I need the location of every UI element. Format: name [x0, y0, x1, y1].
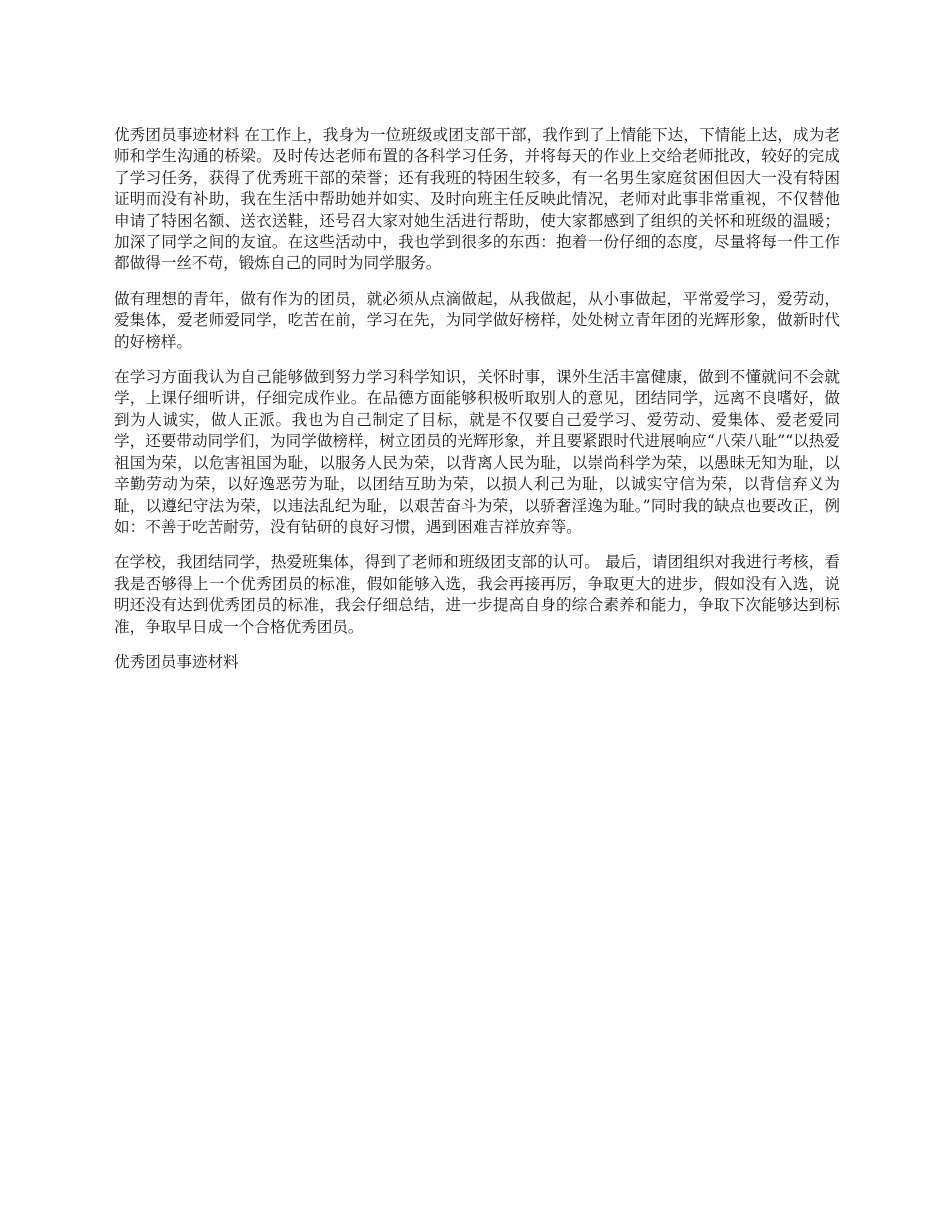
paragraph-1: 优秀团员事迹材料 在工作上，我身为一位班级或团支部干部，我作到了上情能下达，下情能上达，成为老师和学生沟通的桥梁。及时传达老师布置的各科学习任务，并将每天的作业上交给老师批改，较好的完成了学习任务，获得了优秀班干部的荣誉；还有我班的特困生较多，有一名男生家庭贫困但因大一没有特困证明而没有补助，我在生活中帮助她并如实、及时向班主任反映此情况，老师对此事非常重视，不仅替他申请了特困名额、送衣送鞋，还号召大家对她生活进行帮助，使大家都感到了组织的关怀和班级的温暖；加深了同学之间的友谊。在这些活动中，我也学到很多的东西：抱着一份仔细的态度，尽量将每一件工作都做得一丝不苟，锻炼自己的同时为同学服务。 — [114, 126, 840, 273]
document-body — [114, 125, 840, 687]
paragraph-5: 优秀团员事迹材料 — [114, 652, 239, 671]
paragraph-2: 做有理想的青年，做有作为的团员，就必须从点滴做起，从我做起，从小事做起，平常爱学习，爱劳动，爱集体，爱老师爱同学，吃苦在前，学习在先，为同学做好榜样，处处树立青年团的光辉形象，做新时代的好榜样。 — [114, 289, 840, 351]
paragraph-4: 在学校，我团结同学，热爱班集体，得到了老师和班级团支部的认可。 最后，请团组织对我进行考核，看我是否够得上一个优秀团员的标准，假如能够入选，我会再接再厉，争取更大的进步，假如没有入选，说明还没有达到优秀团员的标准，我会仔细总结，进一步提高自身的综合素养和能力，争取下次能够达到标准，争取早日成一个合格优秀团员。 — [114, 553, 840, 636]
paragraph-3: 在学习方面我认为自己能够做到努力学习科学知识，关怀时事，课外生活丰富健康，做到不懂就问不会就学，上课仔细听讲，仔细完成作业。在品德方面能够积极听取别人的意见，团结同学，远离不良嗜好，做到为人诚实，做人正派。我也为自己制定了目标，就是不仅要自己爱学习、爱劳动、爱集体、爱老爱同学，还要带动同学们，为同学做榜样，树立团员的光辉形象，并且要紧跟时代进展响应“八荣八耻”“以热爱祖国为荣，以危害祖国为耻，以服务人民为荣，以背离人民为耻，以崇尚科学为荣，以愚昧无知为耻，以辛勤劳动为荣，以好逸恶劳为耻，以团结互助为荣，以损人利己为耻，以诚实守信为荣，以背信弃义为耻，以遵纪守法为荣，以违法乱纪为耻，以艰苦奋斗为荣，以骄奢淫逸为耻。”同时我的缺点也要改正，例如：不善于吃苦耐劳，没有钻研的良好习惯，遇到困难吉祥放弃等。 — [114, 368, 840, 536]
